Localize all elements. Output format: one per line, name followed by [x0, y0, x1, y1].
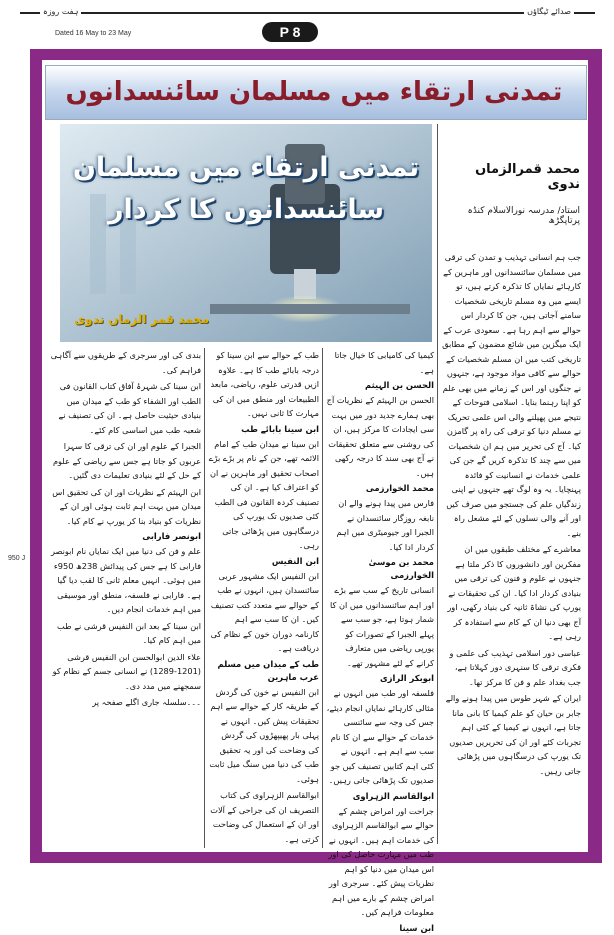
section-heading: الحسن بن الہیثم — [365, 380, 434, 390]
section-heading: ابوالقاسم الزہراوی — [352, 790, 434, 801]
paragraph: ابن النفیس نے خون کی گردش کے طریقہ کار کے حوالے سے اہم تحقیقات پیش کیں۔ انہوں نے پہلی بار پھیپھڑوں کی گردش کی وضاحت کی اور یہ تحقیق طب کی دنیا میں سنگ میل ثابت ہوئی۔ — [209, 686, 319, 784]
page-number: P 8 — [262, 22, 318, 42]
text-column-2 — [326, 348, 434, 933]
author-role: استاد/ مدرسہ نورالاسلام کنڈہ پرتاپگڑھ — [467, 206, 580, 226]
hero-image — [60, 124, 432, 342]
paragraph: ابن سینا نے میدان طب کے امام الائمہ تھے، جن کے نام پر بڑے بڑے اصحاب تحقیق اور ماہرین نے ان کو اعتراف کیا ہے۔ ان کی تصنیف کردہ القانون فی الطب کئی صدیوں تک یورپ کی درسگاہوں میں پڑھائی جاتی رہی۔ — [208, 438, 319, 550]
paragraph: ابن سینا کے بعد ابن النفیس قرشی نے طب میں اہم کام کیا۔ — [57, 620, 201, 645]
paragraph: الجبرا کے علوم اور ان کی ترقی کا سہرا عربوں کو جاتا ہے جس سے ریاضی کے علوم کے حل کے لئے بنیادی تعلیمات دی گئیں۔ — [52, 441, 201, 480]
paragraph: علاء الدین ابوالحسن ابن النفیس قرشی (1201-1289) نے انسانی جسم کے نظام کو سمجھنے میں مدد دی۔ — [52, 651, 201, 691]
section-heading: محمد بن موسیٰ الخوارزمی — [368, 557, 434, 580]
header-left-tag: ہفت روزہ — [40, 7, 81, 16]
paragraph: ابن النفیس ایک مشہور عربی سائنسدان ہیں، انہوں نے طب کے حوالے سے متعدد کتب تصنیف کیں۔ ان کا سب سے اہم کارنامہ دوران خون کے نظام کی دریافت ہے۔ — [210, 570, 319, 653]
column-divider — [322, 348, 323, 848]
column-divider — [437, 124, 438, 844]
section-heading: طب کے میدان میں مسلم عرب ماہرین — [217, 658, 319, 682]
page-header — [0, 0, 614, 46]
section-heading: ابوبکر الرازی — [380, 673, 434, 683]
section-heading: ابن النفیس — [271, 555, 319, 566]
header-right-tag: صدائے ٹیگاؤں — [524, 7, 574, 16]
paragraph: فارس میں پیدا ہونے والے ان نابغہ روزگار سائنسدان نے الجبرا اور جیومیٹری میں اہم کردار ادا کیا۔ — [336, 498, 434, 552]
author-name: محمد قمرالزماں ندوی — [475, 162, 580, 192]
paragraph: ۔۔۔سلسلہ جاری اگلے صفحہ پر — [92, 697, 201, 707]
hero-signature: محمد قمر الزماں ندوی — [74, 312, 210, 326]
paragraph: عباسی دور اسلامی تہذیب کی علمی و فکری ترقی کا سنہری دور کہلاتا ہے، جب بغداد علم و فن کا مرکز تھا۔ — [449, 647, 581, 687]
paragraph: الحسن بن الہیثم کے نظریات آج بھی ہمارے جدید دور میں بہت سی ایجادات کا مرکز ہیں، ان کی روشنی سے متعلق تحقیقات نے آج بھی سند کا درجہ رکھی ہیں۔ — [326, 395, 434, 478]
paragraph: علم و فن کی دنیا میں ایک نمایاں نام ابونصر فارابی کا ہے جس کی پیدائش 238ھ 950ء میں ہوئی۔ انہیں معلم ثانی کا لقب دیا گیا ہے۔ فارابی نے فلسفہ، منطق اور موسیقی میں اہم خدمات انجام دیں۔ — [51, 546, 201, 614]
paragraph: ابن سینا کی شہرۂ آفاق کتاب القانون فی الطب اور الشفاء کو طب کے میدان میں بنیادی حیثیت حاصل ہے۔ ان کی تصنیف نے شعبہ طب میں اساسی کام کئے۔ — [58, 381, 201, 435]
paragraph: طب کے حوالے سے ابن سینا کو درجہ بابائے طب کا ہے۔ علاوہ ازیں قدرتی علوم، ریاضی، مابعد الطبیعات اور منطق میں ان کی مہارت کا ثانی نہیں۔ — [210, 350, 319, 418]
section-heading: محمد الخوارزمی — [365, 483, 434, 493]
title-banner — [45, 65, 587, 120]
section-heading: ابن سینا بابائے طب — [241, 423, 319, 434]
paragraph: معاشرے کے مختلف طبقوں میں ان مفکرین اور دانشوروں کا ذکر ملتا ہے جنہوں نے علوم و فنون کی ترقی میں بنیادی کردار ادا کیا۔ ان کی تحقیقات نے یورپ کی نشاۃ ثانیہ کی بنیاد رکھی، اور آج بھی دنیا ان کے کام سے استفادہ کر رہی ہے۔ — [447, 544, 581, 641]
paragraph: انسانی تاریخ کے سب سے بڑے اور اہم سائنسدانوں میں ان کا شمار ہوتا ہے، جو سب سے پہلے الجبرا کے تصورات کو یورپی ریاضی میں متعارف کرانے کے لئے مشہور تھے۔ — [330, 585, 434, 668]
header-rule — [20, 12, 595, 14]
paragraph: ابوالقاسم الزہراوی کی کتاب التصریف ان کی جراحی کے آلات اور ان کے استعمال کی وضاحت کرتی ہے۔ — [210, 790, 319, 844]
paragraph: بندی کی اور سرجری کے طریقوں سے آگاہی فراہم کی۔ — [50, 350, 201, 375]
issue-date: Dated 16 May to 23 May — [55, 30, 132, 37]
paragraph: جراحت اور امراض چشم کے حوالے سے ابوالقاسم الزہراوی کی خدمات اہم ہیں۔ انہوں نے طب میں مہارت حاصل کی اور اس میدان میں دنیا کو اہم نظریات پیش کئے۔ سرجری اور امراض چشم کے بارے میں اہم معلومات فراہم کیں۔ — [328, 805, 434, 917]
paragraph: جب ہم انسانی تہذیب و تمدن کی ترقی میں مسلمان سائنسدانوں اور ماہرین کے کارہائے نمایاں کا تذکرہ کرتے ہیں، تو ایسے میں وہ مسلم تاریخی شخصیات سامنے آجاتی ہیں، جن کا کردار اس حوالے سے اہم رہا ہے۔ سعودی عرب کے ایک میگزین میں شائع مضمون کے مطابق تاریخی کتب میں ان مسلم شخصیات کے حوالے سے کافی مواد موجود ہے، جنہوں نے جنگوں اور اس کے زمانے میں بھی علم کو اپنا رہنما بنایا۔ اسلامی فتوحات کے نتیجے میں پھیلنے والی اس علمی تحریک نے مسلم دنیا کو ترقی کی راہ پر گامزن کیا۔ آج کی تحریر میں ہم ان شخصیات میں سے چند کا تذکرہ کریں گے جن کی علمی خدمات نے انسانیت کو فائدہ پہنچایا۔ یہ وہ لوگ تھے جنہوں نے اپنی زندگیاں علم کی جستجو میں صرف کیں اور آنے والی نسلوں کے لئے مشعل راہ بنے۔ — [442, 252, 581, 538]
text-column-4 — [48, 348, 201, 848]
hero-title-line2: سائنسدانوں کا کردار — [107, 194, 385, 225]
paragraph: ابن الہیثم کے نظریات اور ان کی تحقیق اس میدان میں بہت اہم ثابت ہوئی اور ان کے نظریات کو بنیاد بنا کر یورپ نے کام کیا۔ — [52, 486, 201, 526]
paragraph: فلسفہ اور طب میں انہوں نے مثالی کارہائے نمایاں انجام دیئے، جس کی وجہ سے سائنسی خدمات کے حوالے سے ان کا نام سب سے اہم ہے۔ انہوں نے کئی اہم کتابیں تصنیف کیں جو صدیوں تک پڑھائی جاتی رہیں۔ — [326, 688, 434, 785]
side-code: 950 J — [8, 555, 26, 562]
column-divider — [204, 348, 205, 848]
hero-title-line1: تمدنی ارتقاء میں مسلمان — [72, 152, 420, 183]
section-heading: ابن سینا — [399, 922, 434, 933]
paragraph: کیمیا کی کامیابی کا خیال جاتا ہے۔ — [334, 350, 434, 375]
article-title: تمدنی ارتقاء میں مسلمان سائنسدانوں — [65, 77, 563, 107]
text-column-3 — [208, 348, 319, 848]
paragraph: ایران کے شہر طوس میں پیدا ہونے والے جابر بن حیان کو علم کیمیا کا بانی مانا جاتا ہے، انہوں نے کیمیا کے کئی اہم تجربات کئے اور ان کی تحریریں صدیوں تک یورپ کی درسگاہوں میں پڑھائی جاتی رہیں۔ — [445, 693, 581, 776]
text-column-1 — [441, 250, 581, 848]
section-heading: ابونصر فارابی — [142, 531, 201, 541]
